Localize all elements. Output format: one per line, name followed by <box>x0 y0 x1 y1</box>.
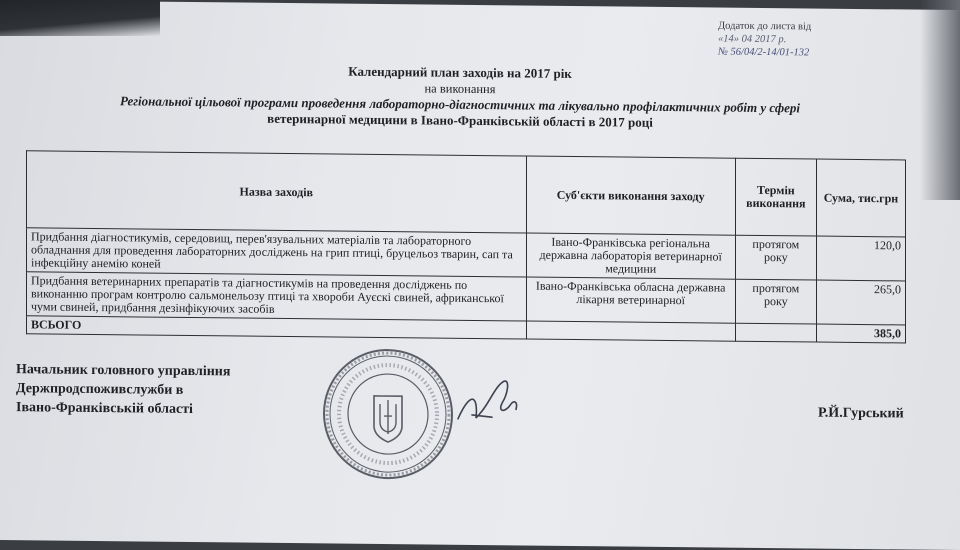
position-line: Держпродспоживслужби в <box>16 381 184 398</box>
header-term: Термін виконання <box>735 158 816 236</box>
total-label: ВСЬОГО <box>27 316 527 339</box>
total-empty-term <box>735 323 816 342</box>
document-subtitle: на виконання <box>424 81 496 97</box>
table-header-row <box>27 151 906 237</box>
signatory-position <box>16 360 336 420</box>
total-sum: 385,0 <box>816 324 905 343</box>
handwritten-signature-icon <box>452 371 532 432</box>
total-empty-subject <box>526 321 735 341</box>
annex-label: Додаток до листа від <box>718 20 812 33</box>
row-subject: Івано-Франківська обласна державна лікарня ветеринарної <box>526 277 735 323</box>
row-term: протягом року <box>735 235 816 280</box>
row-subject: Івано-Франківська регіональна державна лабораторія ветеринарної медицини <box>526 233 735 279</box>
row-sum: 265,0 <box>816 280 905 325</box>
row-name: Придбання ветеринарних препаратів та діагностикумів на проведення досліджень по виконанню програм контролю сальмонельозу птиці та хвороби Ауєскі свиней, африканської чуми свиней, придбання дезінфікуючих засобів <box>27 272 527 321</box>
position-line: Івано-Франківській області <box>16 400 193 418</box>
desk-background-corner <box>0 0 160 36</box>
signatory-name: Р.Й.Гурський <box>818 405 904 422</box>
program-name: Регіональної цільової програми проведення лабораторно-діагностичних та лікувально профілактичних робіт у сфері <box>119 93 801 116</box>
header-subject: Суб'єкти виконання заходу <box>526 156 735 235</box>
plan-table <box>26 150 906 343</box>
row-name: Придбання діагностикумів, середовищ, перев'язувальних матеріалів та лабораторного обладнання для проведення лабораторних досліджень на грип птиці, бруцельоз тварин, сап та інфекційну анемію коней <box>27 228 527 277</box>
document-heading <box>40 60 880 133</box>
header-name: Назва заходів <box>27 151 527 233</box>
program-name-cont: ветеринарної медицини в Івано-Франківській області в 2017 році <box>267 110 653 130</box>
reference-block <box>718 20 898 61</box>
document-title: Календарний план заходів на 2017 рік <box>348 63 572 81</box>
reference-number: № 56/04/2-14/01-132 <box>718 46 810 59</box>
position-line: Начальник головного управління <box>16 362 231 380</box>
row-sum: 120,0 <box>816 236 905 281</box>
reference-date: «14» 04 2017 р. <box>718 33 787 46</box>
desk-background-edge <box>920 0 960 200</box>
header-sum: Сума, тис.грн <box>816 159 905 237</box>
official-seal-icon <box>318 343 458 484</box>
row-term: протягом року <box>735 279 816 324</box>
